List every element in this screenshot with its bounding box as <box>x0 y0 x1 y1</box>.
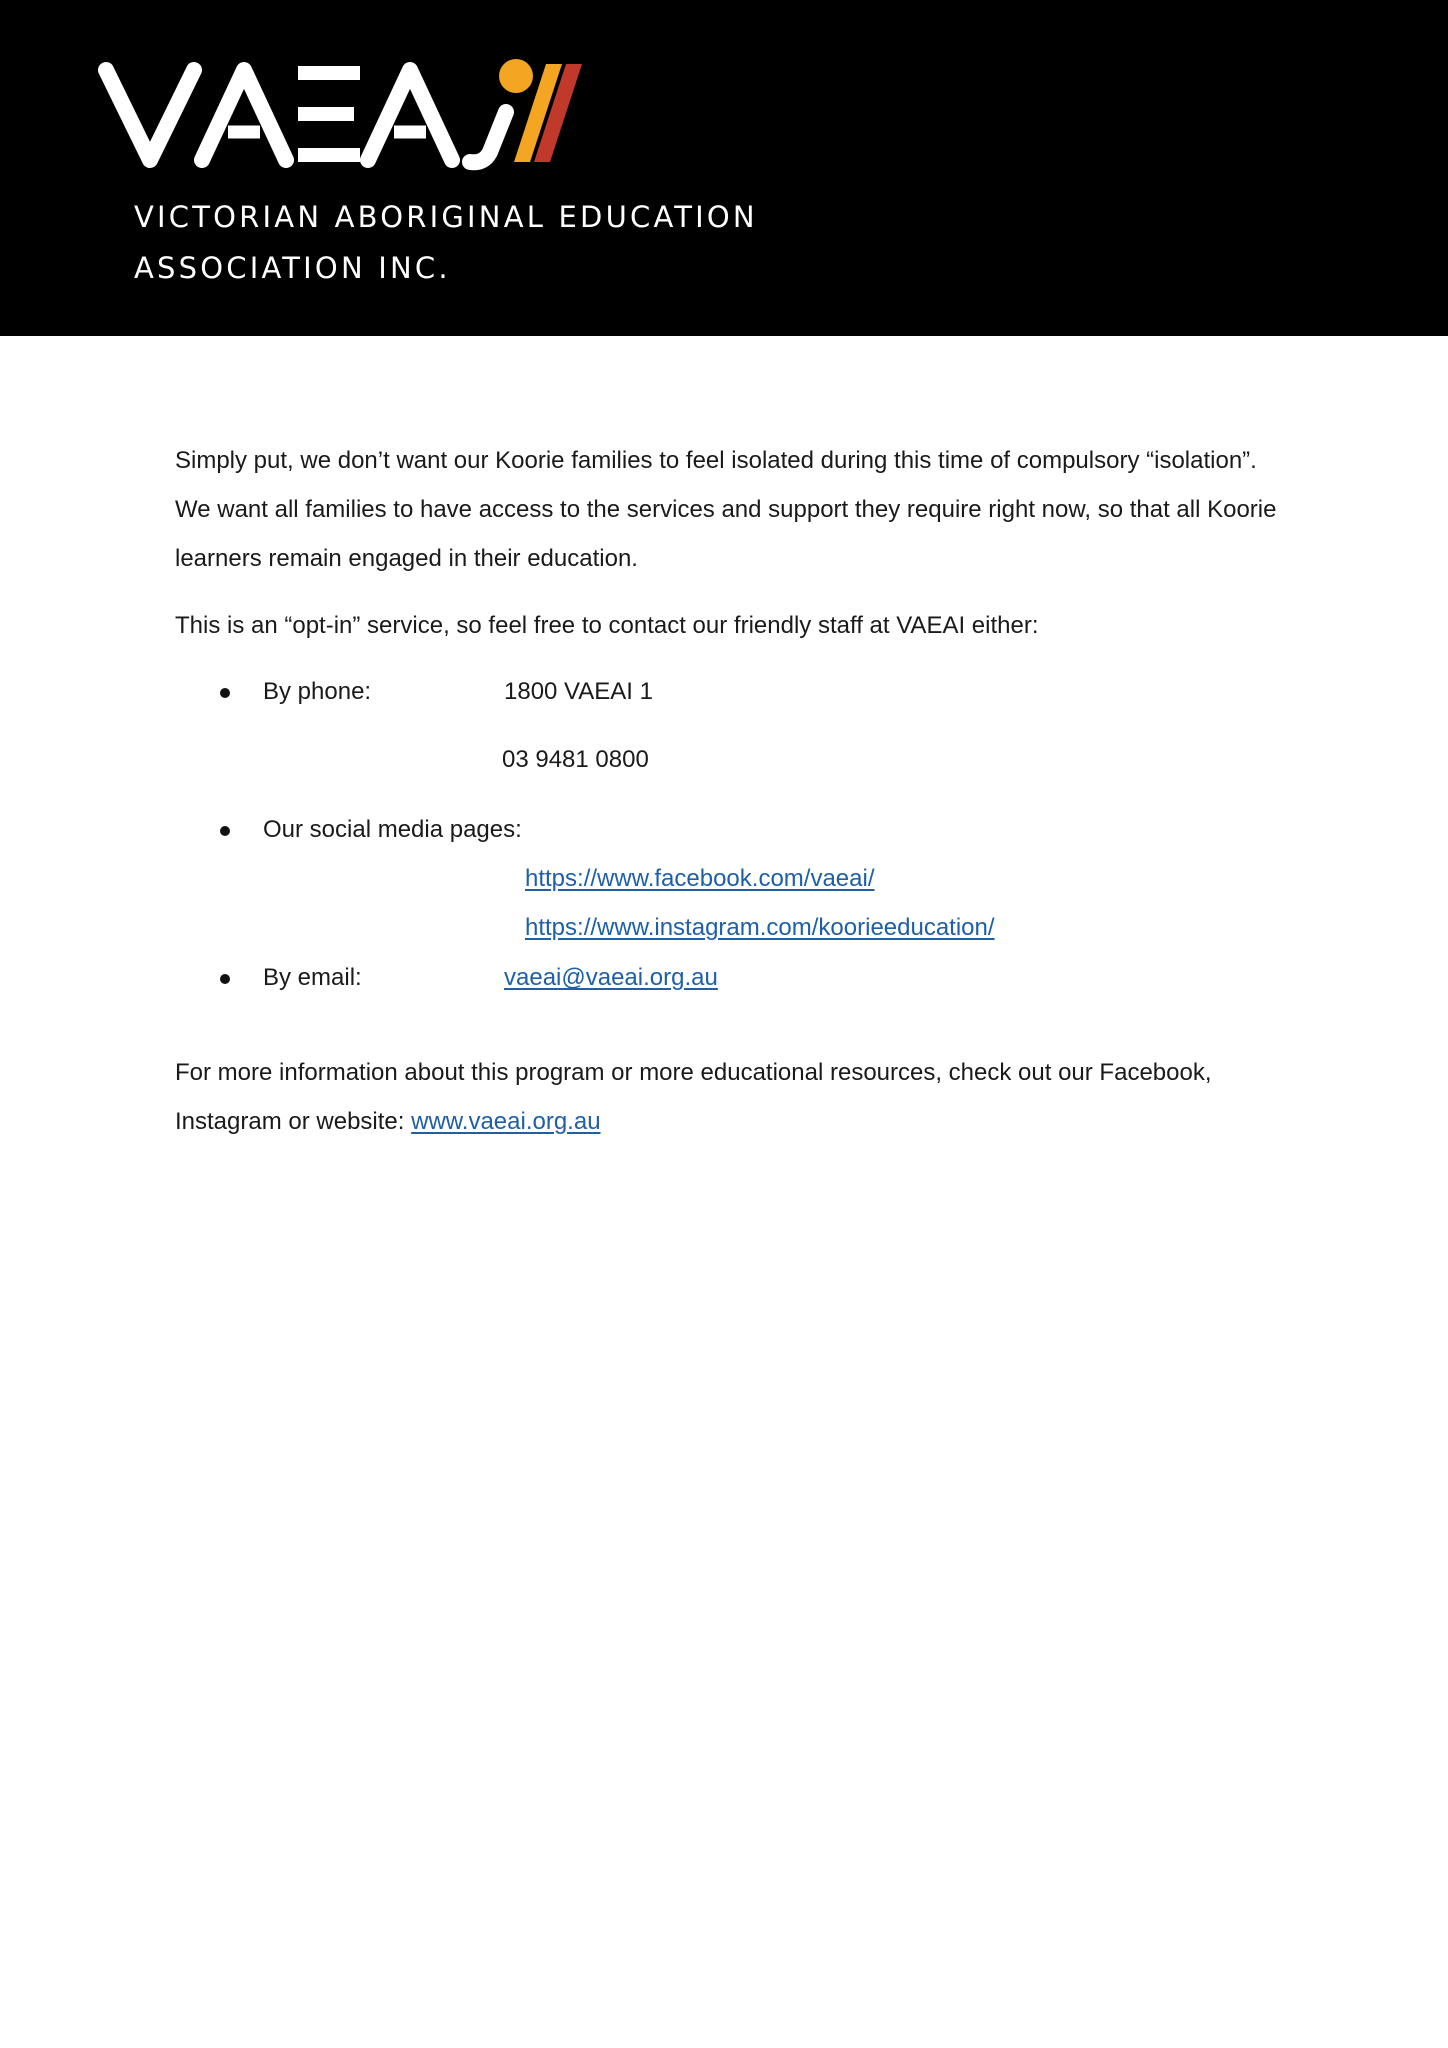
closing-line-1: For more information about this program or more educational resources, check out our Facebook, <box>175 1059 1212 1086</box>
bullet-icon <box>220 974 230 984</box>
bullet-icon <box>220 688 230 698</box>
list-item-email <box>175 958 1285 998</box>
intro-paragraph: Simply put, we don’t want our Koorie families to feel isolated during this time of compulsory “isolation”. We want all families to have access to the services and support they require right now, so that all Koorie learners remain engaged in their education. <box>175 447 1277 572</box>
email-link[interactable]: vaeai@vaeai.org.au <box>504 964 718 991</box>
phone-label: By phone: <box>263 678 372 705</box>
facebook-link[interactable]: https://www.facebook.com/vaeai/ <box>525 865 875 892</box>
list-item-social <box>175 810 1285 850</box>
vaeai-logo <box>98 52 608 172</box>
social-media-label: Our social media pages: <box>263 816 522 843</box>
phone-number-2: 03 9481 0800 <box>502 746 649 773</box>
instagram-link-row <box>175 908 1285 948</box>
website-link[interactable]: www.vaeai.org.au <box>411 1108 601 1135</box>
list-item-phone-secondary <box>175 740 1285 780</box>
header-banner <box>0 0 1448 336</box>
facebook-link-row <box>175 859 1285 899</box>
org-name-line-1: VICTORIAN ABORIGINAL EDUCATION <box>134 200 758 234</box>
closing-line-2-prefix: Instagram or website: <box>175 1108 412 1135</box>
instagram-link[interactable]: https://www.instagram.com/koorieeducation/ <box>525 914 995 941</box>
list-item-phone <box>175 672 1285 712</box>
org-name-line-2: ASSOCIATION INC. <box>134 251 451 285</box>
contact-list <box>175 650 1285 1050</box>
email-label: By email: <box>263 964 362 991</box>
phone-number-1: 1800 VAEAI 1 <box>504 678 653 705</box>
document-body <box>175 436 1285 1146</box>
organisation-name <box>134 192 758 294</box>
opt-in-paragraph: This is an “opt-in” service, so feel free to contact our friendly staff at VAEAI either: <box>175 612 1039 639</box>
bullet-icon <box>220 826 230 836</box>
closing-paragraph <box>175 1048 1285 1146</box>
